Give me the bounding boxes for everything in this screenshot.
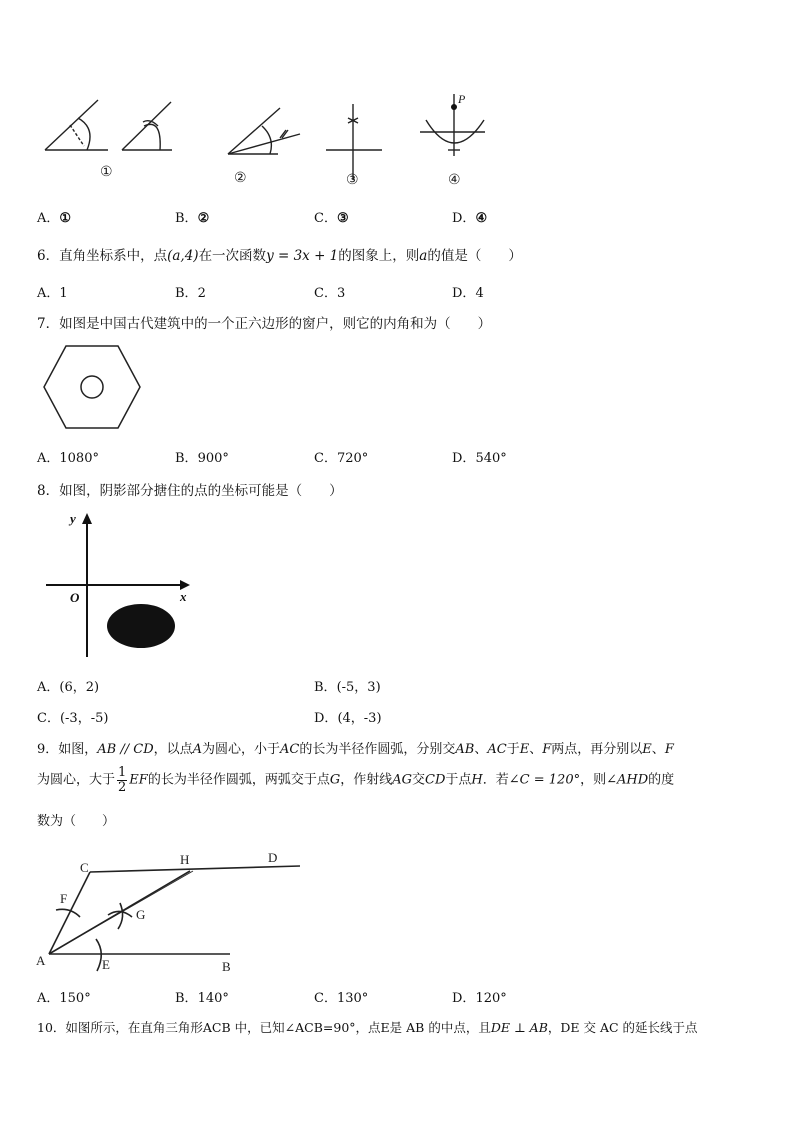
label-b: B <box>222 959 231 974</box>
q8-option-d[interactable]: D．(4，-3) <box>314 711 382 726</box>
q5-label-4: ④ <box>448 173 461 188</box>
q9-stem-line2: 为圆心，大于 $\frac{1}{2}$ EF的长为半径作圆弧，两弧交于点G，作射线AG交CD于点H．若∠C = 120°，则∠AHD的度 <box>37 765 675 795</box>
q5-option-a[interactable]: A．① <box>37 211 72 226</box>
q5-figure-2 <box>228 108 300 154</box>
hexagon-center-circle <box>81 376 103 398</box>
q6-option-a[interactable]: A．1 <box>37 286 68 301</box>
q8-option-b[interactable]: B．(-5，3) <box>314 680 381 695</box>
label-a: A <box>36 953 46 968</box>
label-h: H <box>180 852 190 867</box>
label-f: F <box>60 891 68 906</box>
q6-stem: 6．直角坐标系中，点(a,4)在一次函数y = 3x + 1的图象上，则a的值是（ ） <box>37 248 522 264</box>
q5-figure-1b <box>122 102 172 150</box>
q7-option-b[interactable]: B．900° <box>175 451 229 466</box>
q8-option-c[interactable]: C．(-3，-5) <box>37 711 109 726</box>
q5-option-c[interactable]: C．③ <box>314 211 349 226</box>
arc-g-2 <box>118 903 123 929</box>
origin-label: O <box>70 590 80 605</box>
q6-option-b[interactable]: B．2 <box>175 286 206 301</box>
y-axis-label: y <box>70 511 76 526</box>
q5-label-3: ③ <box>346 173 359 188</box>
label-g: G <box>136 907 146 922</box>
q8-option-a[interactable]: A．(6，2) <box>37 680 100 695</box>
q7-stem: 7．如图是中国古代建筑中的一个正六边形的窗户，则它的内角和为（ ） <box>37 316 492 332</box>
q9-stem-line1: 9．如图，AB // CD，以点A为圆心，小于AC的长为半径作圆弧，分别交AB、AC于E、F两点，再分别以E、F <box>37 742 674 757</box>
label-e: E <box>102 957 110 972</box>
q6-option-d[interactable]: D．4 <box>452 286 484 301</box>
q8-stem: 8．如图，阴影部分搪住的点的坐标可能是（ ） <box>37 483 343 499</box>
q6-option-c[interactable]: C．3 <box>314 286 346 301</box>
q9-option-a[interactable]: A．150° <box>37 991 91 1006</box>
q7-option-c[interactable]: C．720° <box>314 451 369 466</box>
line-cd <box>90 866 300 872</box>
q9-option-c[interactable]: C．130° <box>314 991 369 1006</box>
fraction-one-half: $\frac{1}{2}$ <box>118 765 127 795</box>
q9-stem-line3: 数为（ ） <box>37 814 116 829</box>
q5-label-1: ① <box>100 165 113 180</box>
q8-coordinate-figure <box>40 505 200 665</box>
q7-option-d[interactable]: D．540° <box>452 451 507 466</box>
q10-stem: 10．如图所示，在直角三角形ACB 中，已知∠ACB=90°，点E是 AB 的中点，且DE ⊥ AB，DE 交 AC 的延长线于点 <box>37 1020 698 1035</box>
shaded-region <box>107 604 175 648</box>
arc-e <box>96 939 101 971</box>
q5-figure-1a <box>45 100 108 150</box>
q5-construction-figures <box>30 80 500 195</box>
q5-option-b[interactable]: B．② <box>175 211 210 226</box>
q5-option-d[interactable]: D．④ <box>452 211 488 226</box>
q9-geometry-figure <box>34 845 314 975</box>
label-c: C <box>80 860 89 875</box>
arc-g-1 <box>108 911 132 917</box>
q7-option-a[interactable]: A．1080° <box>37 451 99 466</box>
q7-hexagon-window <box>40 342 144 432</box>
x-axis-label: x <box>180 589 187 604</box>
hexagon-shape <box>44 346 140 428</box>
q5-point-p <box>451 104 457 110</box>
q5-point-label: P <box>458 92 466 106</box>
q5-label-2: ② <box>234 171 247 186</box>
q9-option-b[interactable]: B．140° <box>175 991 229 1006</box>
q5-figure-3 <box>326 104 382 180</box>
q9-option-d[interactable]: D．120° <box>452 991 507 1006</box>
y-axis-arrow <box>82 513 92 524</box>
label-d: D <box>268 850 278 865</box>
q5-figure-4 <box>420 94 485 156</box>
